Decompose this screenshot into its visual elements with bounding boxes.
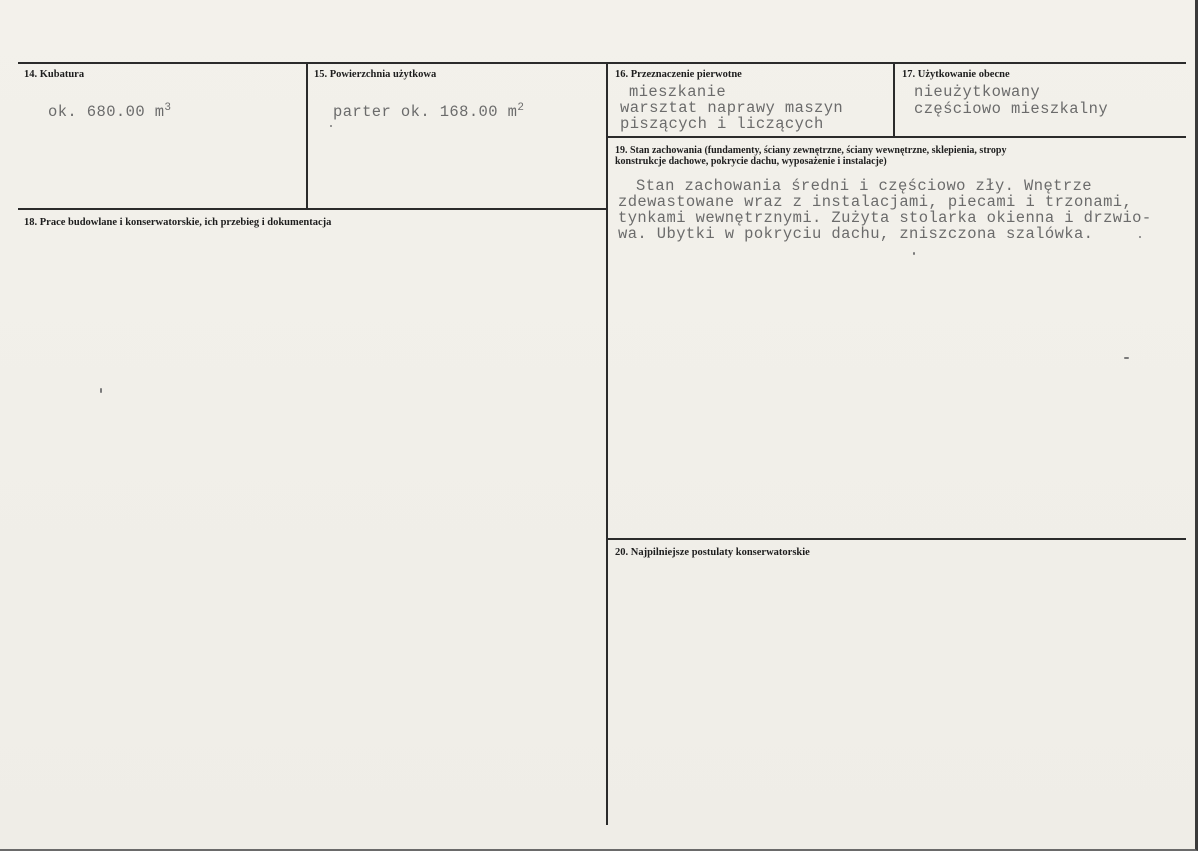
volume-text: ok. 680.00 m	[48, 103, 165, 121]
field-19-line-1: Stan zachowania średni i częściowo zły. Wnętrze	[636, 177, 1092, 195]
volume-exponent: 3	[164, 102, 172, 114]
area-exponent: 2	[517, 102, 525, 114]
field-16-line-1: mieszkanie	[629, 83, 727, 101]
field-20-label: 20. Najpilniejsze postulaty konserwatorskie	[615, 547, 810, 558]
area-text: parter ok. 168.00 m	[333, 103, 518, 121]
main-column-divider	[606, 62, 608, 825]
field-17-line-2: częściowo mieszkalny	[914, 100, 1109, 118]
field-19-label-line-2: konstrukcje dachowe, pokrycie dachu, wyposażenie i instalacje)	[615, 156, 887, 167]
field-16-line-3: piszących i liczących	[620, 115, 824, 133]
field-15-label: 15. Powierzchnia użytkowa	[314, 69, 437, 80]
rule-below-16-17	[607, 136, 1186, 138]
paper-speck	[100, 388, 102, 393]
field-19-line-4: wa. Ubytki w pokryciu dachu, zniszczona szalówka.	[618, 225, 1094, 243]
field-14-label: 14. Kubatura	[24, 69, 85, 80]
paper-speck	[1124, 357, 1129, 359]
field-19-line-2: zdewastowane wraz z instalacjami, piecami i trzonami,	[618, 193, 1133, 211]
top-rule	[18, 62, 1186, 64]
paper-speck	[1139, 236, 1141, 238]
field-19-line-3: tynkami wewnętrznymi. Zużyta stolarka okienna i drzwio-	[618, 209, 1152, 227]
field-16-line-2: warsztat naprawy maszyn	[620, 99, 844, 117]
field-18-label: 18. Prace budowlane i konserwatorskie, ich przebieg i dokumentacja	[24, 217, 332, 228]
divider-14-15	[306, 62, 308, 209]
paper-speck	[913, 252, 915, 255]
field-16-label: 16. Przeznaczenie pierwotne	[615, 69, 742, 80]
rule-below-19	[607, 538, 1186, 540]
field-15-value	[333, 100, 524, 120]
field-17-line-1: nieużytkowany	[914, 83, 1041, 101]
field-17-label: 17. Użytkowanie obecne	[902, 69, 1010, 80]
field-14-value	[48, 100, 171, 120]
paper-speck	[330, 125, 332, 127]
divider-16-17	[893, 62, 895, 137]
field-19-label-line-1: 19. Stan zachowania (fundamenty, ściany zewnętrzne, ściany wewnętrzne, sklepienia, stropy	[615, 145, 1007, 156]
rule-below-14-15	[18, 208, 608, 210]
